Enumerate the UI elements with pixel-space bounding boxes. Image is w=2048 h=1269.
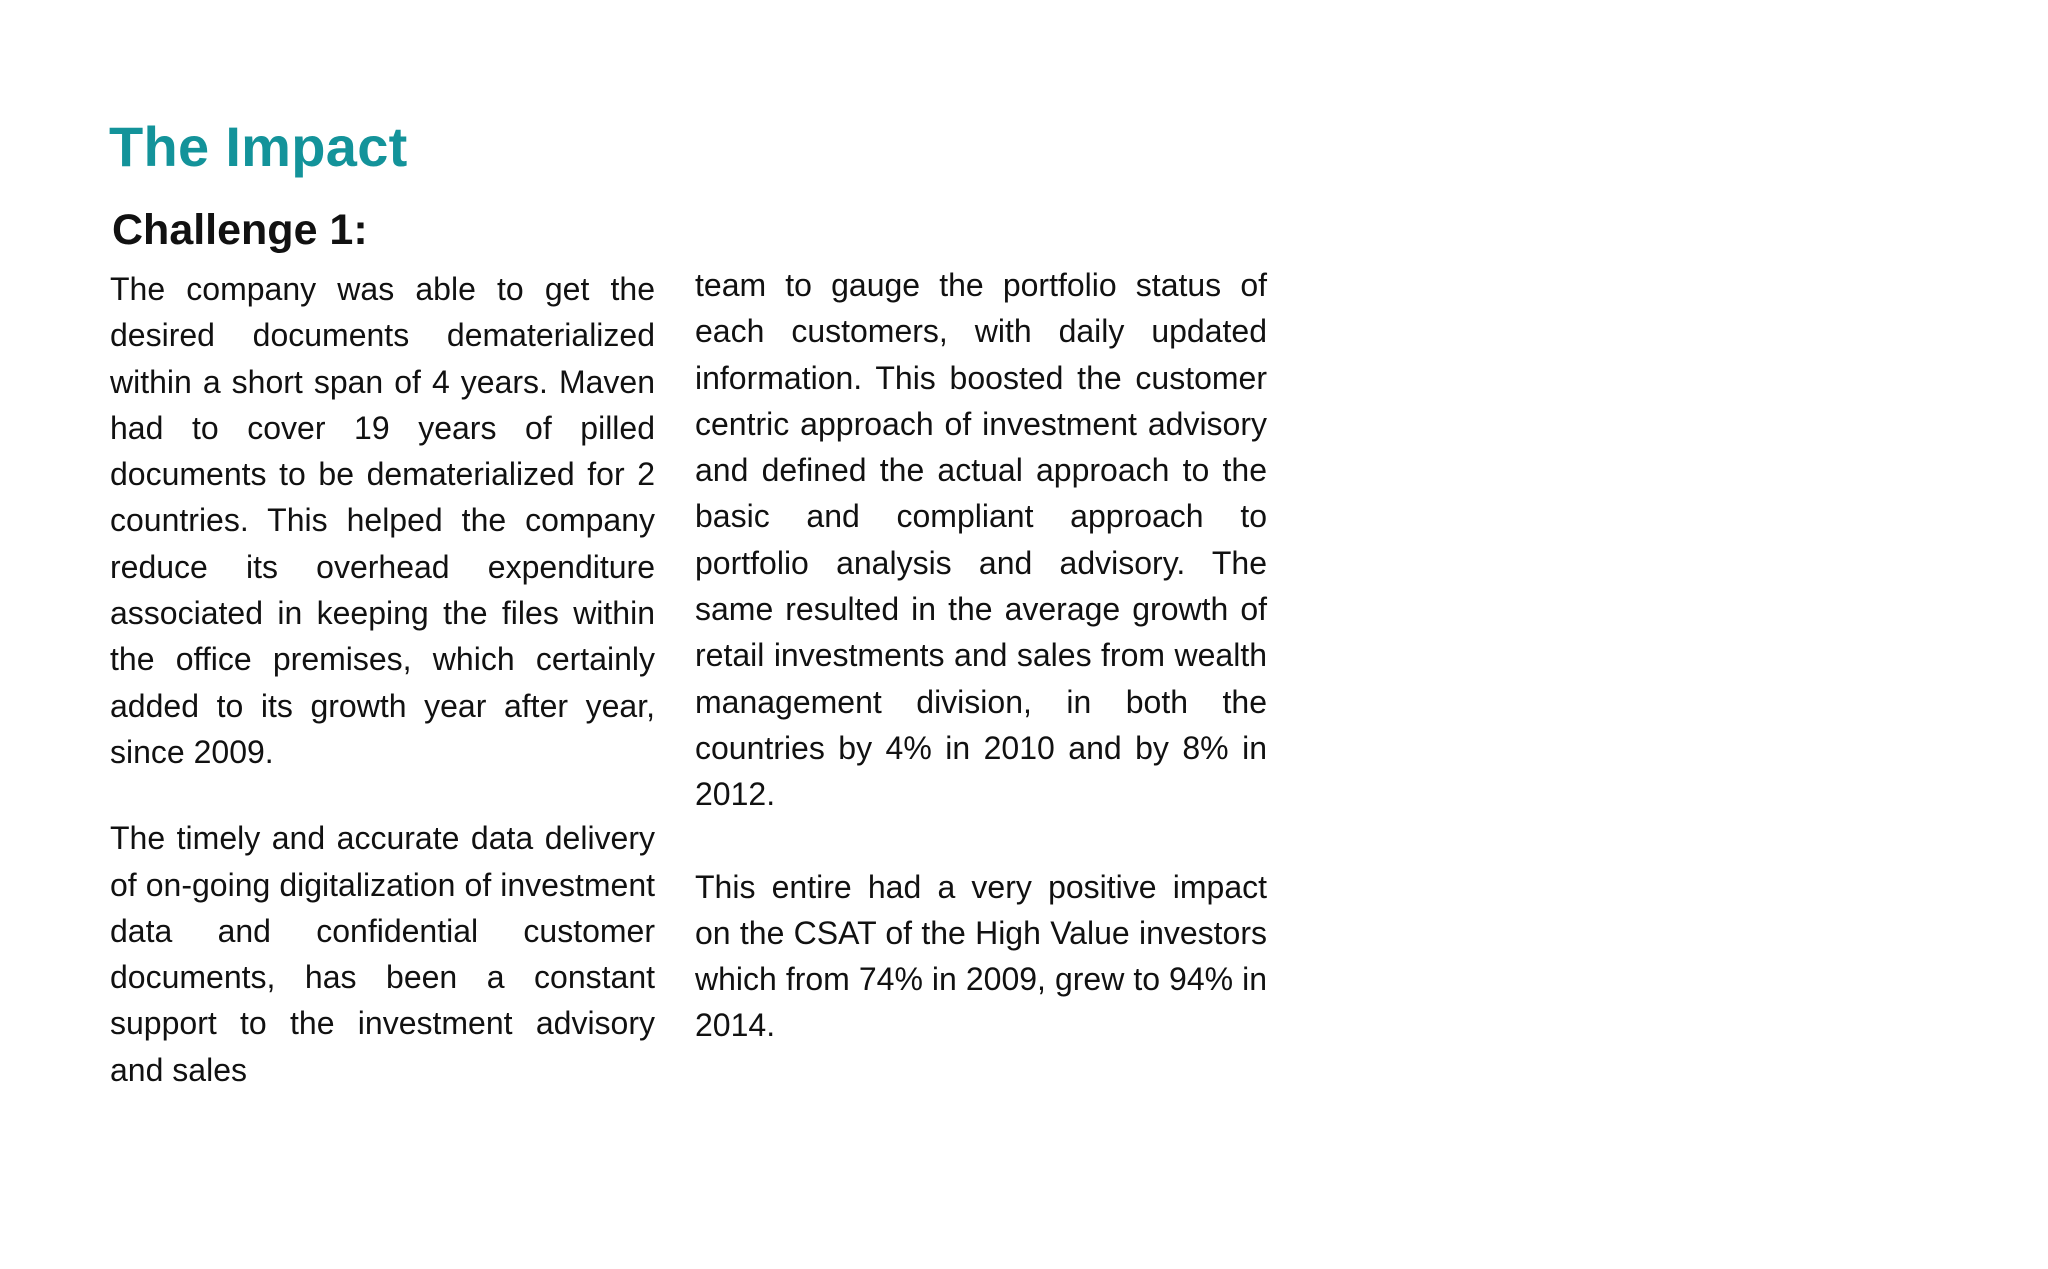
right-paragraph-2: This entire had a very positive impact on the CSAT of the High Value investors which from 74% in 2009, grew to 94% in 2014.	[695, 868, 1267, 1044]
right-paragraph-1: team to gauge the portfolio status of each customers, with daily updated information. This boosted the customer centric approach of investment advisory and defined the actual approach to the basic and compliant approach to portfolio analysis and advisory. The same resulted in the average growth of retail investments and sales from wealth management division, in both the countries by 4% in 2010 and by 8% in 2012.	[695, 267, 1267, 813]
left-paragraph-1: The company was able to get the desired documents dematerialized within a short span of 4 years. Maven had to cover 19 years of pilled documents to be dematerialized for 2 countries. This helped the company reduce its overhead expenditure associated in keeping the files within the office premises, which certainly added to its growth year after year, since 2009.	[110, 271, 655, 770]
page-title: The Impact	[109, 115, 408, 178]
left-text-column	[110, 266, 655, 1093]
section-heading: Challenge 1:	[112, 206, 368, 254]
right-text-column	[695, 262, 1267, 1049]
left-paragraph-2: The timely and accurate data delivery of on-going digitalization of investment data and confidential customer documents, has been a constant support to the investment advisory and sales	[110, 820, 655, 1088]
